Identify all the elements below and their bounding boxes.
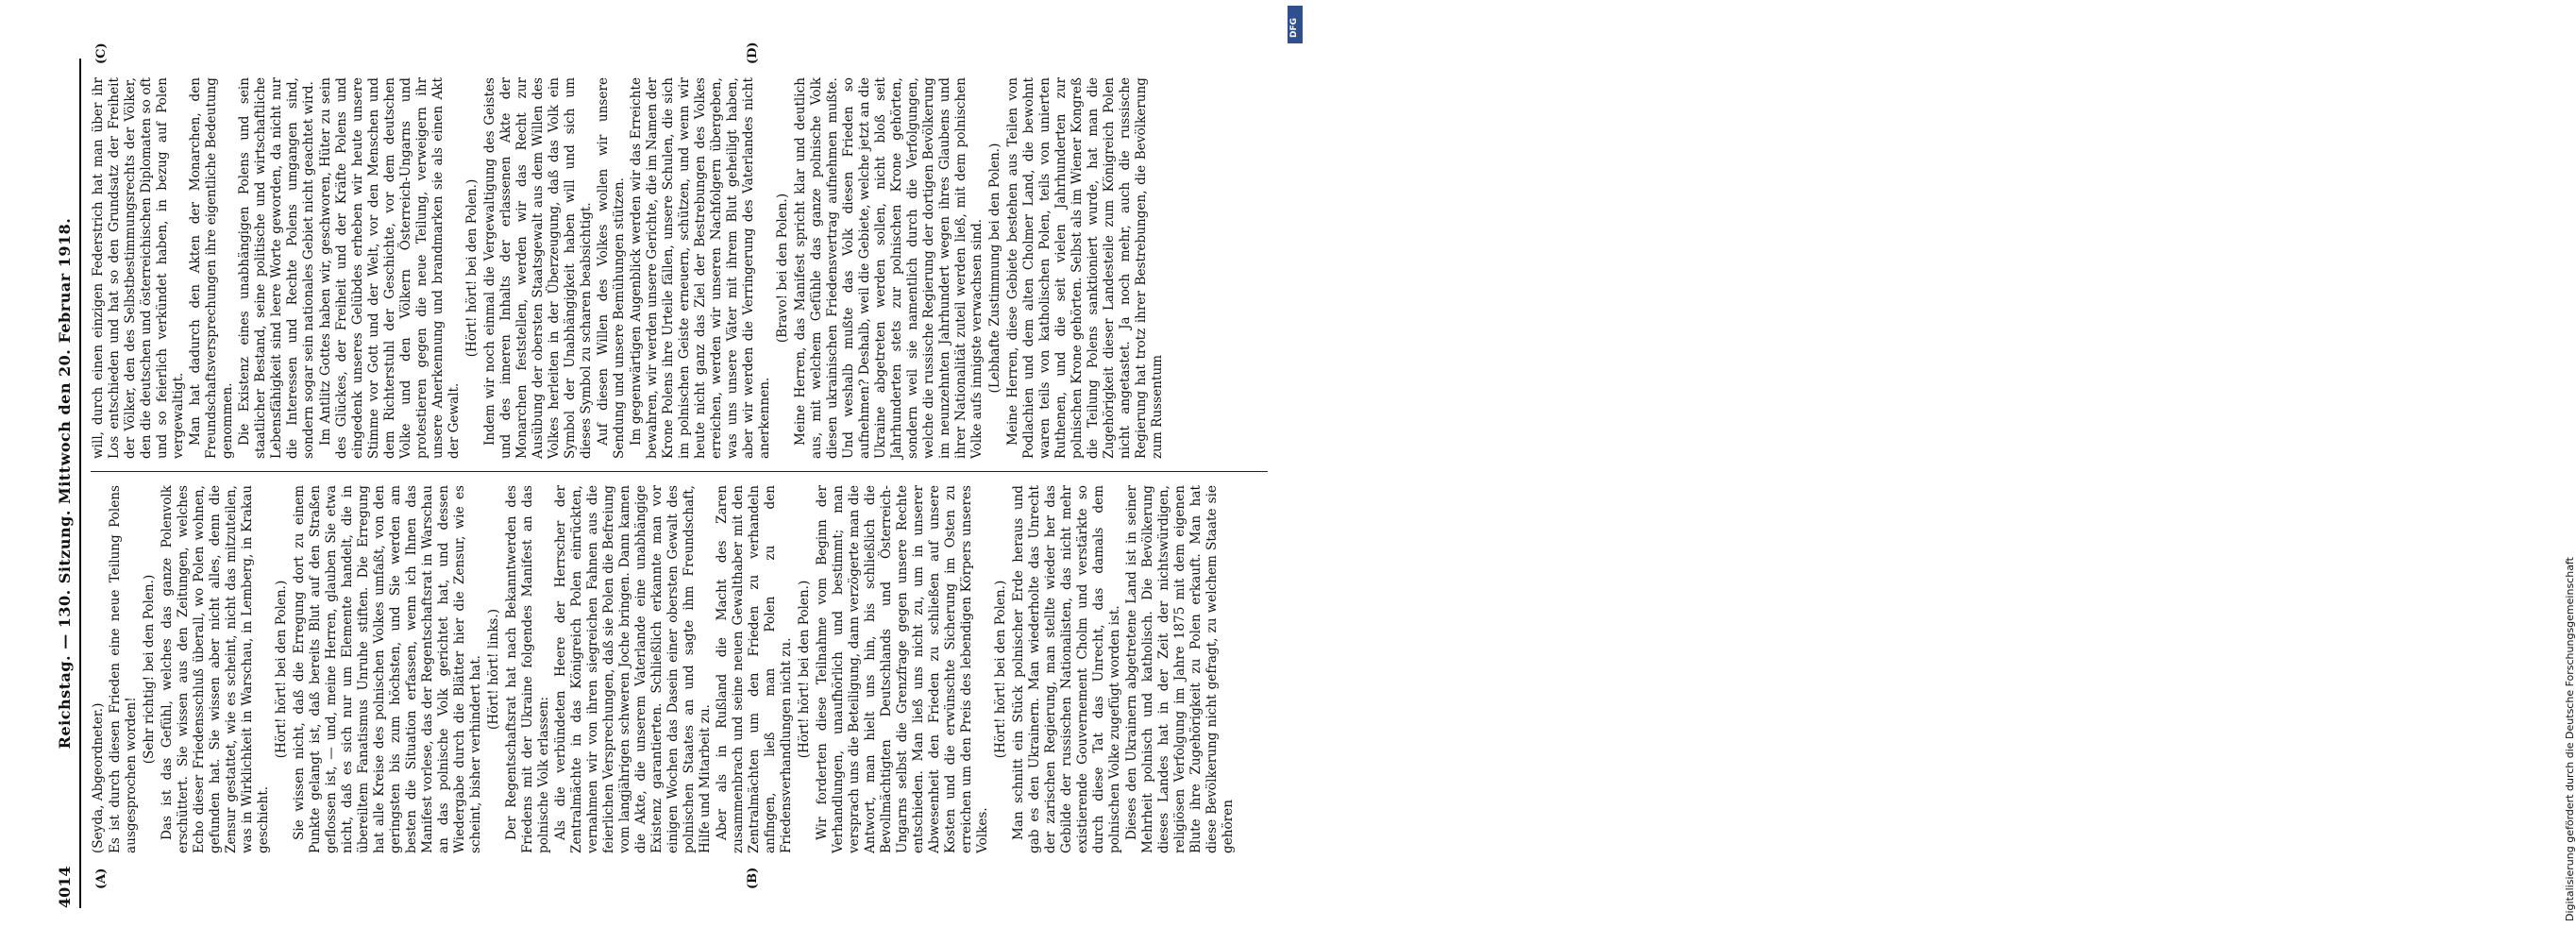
margin-marker-b: (B) [746,867,760,889]
margin-marker-d: (D) [746,42,760,64]
paragraph: Auf diesen Willen des Volkes wollen wir unsere Sendung und unsere Bemühungen stützen. [596,77,627,459]
digitization-credit-text: Digitalisierung gefördert durch die Deutsche Forschungsgemeinschaft [2564,557,2576,921]
interjection: (Bravo! bei den Polen.) [775,193,790,344]
digitization-credit [1276,6,2576,940]
right-text-column [91,77,1268,459]
paragraph: Meine Herren, das Manifest spricht klar und deutlich aus, mit welchem Gefühle das ganze polnische Volk diesen ukrainischen Friedensvertrag aufnehmen mußte. Und weshalb mußte das Volk diesen Frieden so aufnehmen? Deshalb, weil die Gebiete, welche jetzt an die Ukraine abgetreten werden sollen, nicht bloß seit Jahrhunderten stets zur polnischen Krone gehörten, sondern weil sie namentlich durch die Verfolgungen, welche die russische Regierung der dortigen Bevölkerung im neunzehnten Jahrhundert wegen ihres Glaubens und ihrer Nationalität zuteil werden ließ, mit dem polnischen Volke aufs innigste verwachsen sind. [793,77,985,459]
column-divider [91,471,1268,472]
page-title: Reichstag. — 130. Sitzung. Mittwoch den 20. Februar 1918. [56,217,74,750]
paragraph: Man schnitt ein Stück polnischer Erde heraus und gab es den Ukrainern. Man wiederholte das Unrecht der zarischen Regierung, man stellte wieder her das Gebilde der russischen Nationalisten, das nicht mehr existierende Gouvernement Cholm und verstärkte so durch diese Tat das Unrecht, das damals dem polnischen Volke zugefügt worden ist. [1011,485,1122,853]
paragraph: Als die verbündeten Heere der Herrscher der Zentralmächte in das Königreich Polen einrückten, vernahmen wir von ihren siegreichen Fahnen aus die feierlichen Versprechungen, daß sie Polen die Befreiung vom langjährigen schweren Joche bringen. Dann kamen die Akte, die unserem Vaterlande eine unabhängige Existenz garantierten. Schließlich erkannte man vor einigen Wochen das Dasein einer obersten Gewalt des polnischen Staates an und sagte ihm Freundschaft, Hilfe und Mitarbeit zu. [553,485,713,853]
paragraph: Die Existenz eines unabhängigen Polens und sein staatlicher Bestand, seine politische und wirtschaftliche Lebensfähigkeit sind leere Worte geworden, da nicht nur die Interessen und Rechte Polens umgangen sind, sondern sogar sein nationales Gebiet nicht geachtet wird. [237,77,316,459]
interjection: (Lebhafte Zustimmung bei den Polen.) [987,143,1002,394]
paragraph: Es ist durch diesen Frieden eine neue Teilung Polens ausgesprochen worden! [108,485,139,853]
paragraph: Wir forderten diese Teilnahme vom Beginn der Verhandlungen, unaufhörlich und bestimmt; man versprach uns die Beteiligung, dann verzögerte man die Antwort, man hielt uns hin, bis schließlich die Bevollmächtigten Deutschlands und Österreich-Ungarns selbst die Grenzfrage gegen unsere Rechte entschieden. Man ließ uns nicht zu, um in unserer Abwesenheit den Frieden zu schließen auf unsere Kosten und die erwünschte Sicherung im Osten zu erreichen um den Preis des lebendigen Körpers unseres Volkes. [815,485,990,853]
paragraph: will, durch einen einzigen Federstrich hat man über ihr Los entschieden und hat so den Grundsatz der Freiheit der Völker, den des Selbstbestimmungsrechts der Völker, den die deutschen und österreichischen Diplomaten so oft und so feierlich verkündet haben, in bezug auf Polen vergewaltigt. [91,77,186,459]
interjection: (Hört! hört! bei den Polen.) [797,580,812,759]
paragraph: Indem wir noch einmal die Vergewaltigung des Geistes und des inneren Inhalts der erlassenen Akte der Monarchen feststellen, werden wir das Recht zur Ausübung der obersten Staatsgewalt aus dem Willen des Volkes herleiten in der Überzeugung, daß das Volk ein Symbol der Unabhängigkeit haben will und sich um dieses Symbol zu scharen beabsichtigt. [482,77,594,459]
margin-marker-c: (C) [94,42,109,64]
paragraph: Sie wissen nicht, daß die Erregung dort zu einem Punkte gelangt ist, daß bereits Blut auf den Straßen geflossen ist, — und, meine Herren, glauben Sie etwa nicht, daß es sich nur um Elemente handelt, die in übereiltem Fanatismus Unruhe stiften. Die Erregung hat alle Kreise des polnischen Volkes umfaßt, von den geringsten bis zum höchsten, und Sie werden am besten die Situation erfassen, wenn ich Ihnen das Manifest vorlese, das der Regentschaftsrat in Warschau an das polnische Volk gerichtet hat, und dessen Wiedergabe durch die Blätter hier die Zensur, wie es scheint, bisher verhindert hat. [292,485,483,853]
page-number: 4014 [56,866,74,908]
page-header [47,59,81,908]
paragraph: Das ist das Gefühl, welches das ganze Polenvolk erschüttert. Sie wissen aus den Zeitungen, welches Echo dieser Friedensschluß überall, wo Polen wohnen, gefunden hat. Sie wissen aber nicht alles, denn die Zensur gestattet, wie es scheint, nicht das mitzuteilen, was in Wirklichkeit in Warschau, in Lemberg, in Krakau geschieht. [160,485,271,853]
paragraph: Meine Herren, diese Gebiete bestehen aus Teilen von Podlachien und dem alten Cholmer Land, die bewohnt waren teils von katholischen Polen, teils von unierten Ruthenen, und die seit vielen Jahrhunderten zur polnischen Krone gehörten. Selbst als im Wiener Kongreß die Teilung Polens sanktioniert wurde, hat man die Zugehörigkeit dieser Landesteile zum Königreich Polen nicht angetastet. Ja noch mehr, auch die russische Regierung hat trotz ihrer Bestrebungen, die Bevölkerung zum Russentum [1005,77,1165,459]
interjection: (Sehr richtig! bei den Polen.) [142,574,157,765]
paragraph: Man hat dadurch den Akten der Monarchen, den Freundschaftsversprechungen ihre eigentliche Bedeutung genommen. [188,77,235,459]
paragraph: Im gegenwärtigen Augenblick werden wir das Erreichte bewahren, wir werden unsere Gerichte, die im Namen der Krone Polens ihre Urteile fällen, unsere Schulen, die sich im polnischen Geiste erneuern, schützen, und wenn wir heute nicht ganz das Ziel der Bestrebungen des Volkes erreichen, werden wir unseren Nachfolgern übergeben, was uns unsere Väter mit ihrem Blut geheiligt haben, aber wir werden die Verringerung des Vaterlandes nicht anerkennen. [629,77,772,459]
left-text-column [91,485,1268,853]
paragraph: (Seyda, Abgeordneter.) [91,702,106,853]
paragraph: Im Antlitz Gottes haben wir, geschworen, Hüter zu sein des Glückes, der Freiheit und der Kräfte Polens und eingedenk unseres Gelübdes erheben wir heute unsere Stimme vor Gott und der Welt, vor den Menschen und dem Richterstuhl der Geschichte, vor dem deutschen Volke und den Völkern Österreich-Ungarns und protestieren gegen die neue Teilung, verweigern ihr unsere Anerkennung und brandmarken sie als einen Akt der Gewalt. [318,77,462,459]
paragraph: Aber als in Rußland die Macht des Zaren zusammenbrach und seine neuen Gewalthaber mit den Zentralmächten um den Frieden zu verhandeln anfingen, ließ man Polen zu den Friedensverhandlungen nicht zu. [715,485,794,853]
paragraph: Dieses den Ukrainern abgetretene Land ist in seiner Mehrheit polnisch und katholisch. Die Bevölkerung dieses Landes hat in der Zeit der nichtswürdigen, religiösen Verfolgung im Jahre 1875 mit dem eigenen Blute ihre Zugehörigkeit zu Polen erkauft. Man hat diese Bevölkerung nicht gefragt, zu welchem Staate sie gehören [1124,485,1236,853]
interjection: (Hört! hört! bei den Polen.) [464,178,480,358]
dfg-logo-label: DFG [1289,17,1299,38]
paragraph: Der Regentschaftsrat hat nach Bekanntwerden des Friedens mit der Ukraine folgendes Manifest an das polnische Volk erlassen: [504,485,551,853]
interjection: (Hört! hört! links.) [486,608,501,731]
interjection: (Hört! hört! bei den Polen.) [993,580,1008,759]
interjection: (Hört! hört! bei den Polen.) [274,580,289,759]
margin-marker-a: (A) [94,868,109,889]
